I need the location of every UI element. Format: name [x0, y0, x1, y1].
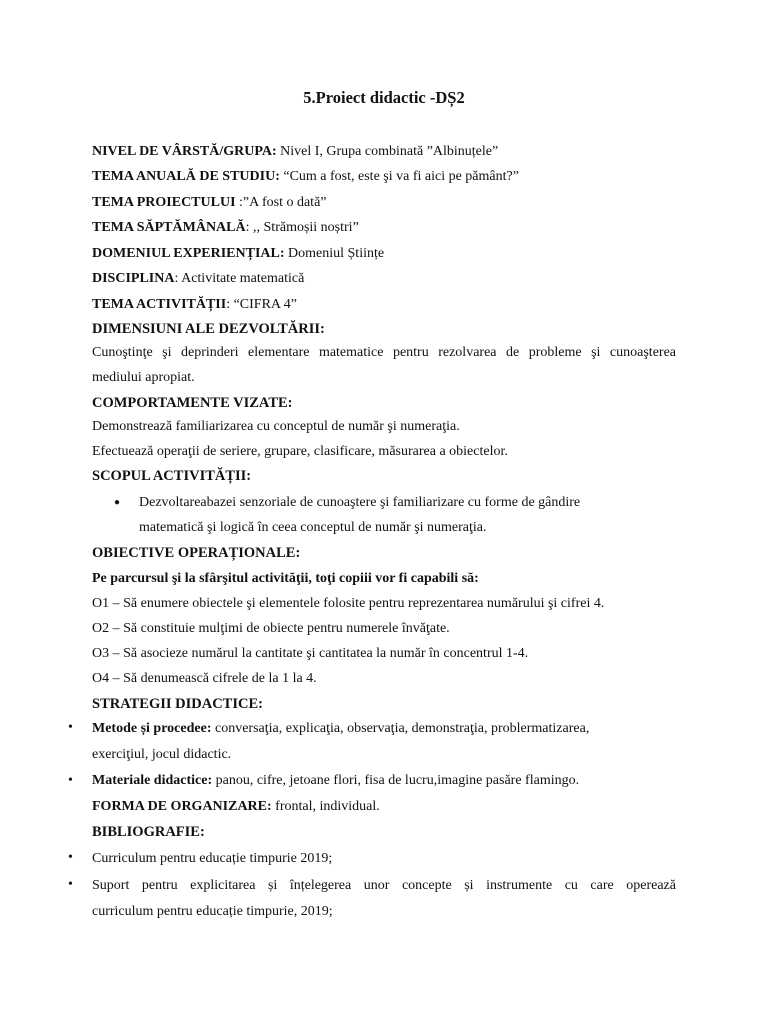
tema-sapt-value: : ,, Strămoșii noștri”: [245, 220, 359, 235]
strategii-heading: STRATEGII DIDACTICE:: [92, 696, 263, 712]
dimensiuni-text-line2: mediului apropiat.: [92, 370, 195, 385]
bibliografie-bullet-2: •: [68, 877, 73, 892]
tema-activitatii-line: [92, 296, 297, 314]
comportamente-text-line1: Demonstrează familiarizarea cu conceptul de număr şi numeraţia.: [92, 419, 460, 434]
materiale-bullet: •: [68, 773, 73, 788]
forma-label: FORMA DE ORGANIZARE:: [92, 799, 272, 814]
bibliografie-bullet-1: •: [68, 850, 73, 865]
tema-proiect-value: :”A fost o dată”: [235, 195, 327, 210]
bibliografie-heading: BIBLIOGRAFIE:: [92, 824, 205, 840]
tema-sapt-label: TEMA SĂPTĂMÂNALĂ: [92, 220, 246, 235]
dimensiuni-text-line1: Cunoştinţe şi deprinderi elementare matematice pentru rezolvarea de probleme şi cunoaşterea: [92, 345, 676, 360]
obiective-heading: OBIECTIVE OPERAȚIONALE:: [92, 545, 301, 561]
comportamente-text-line2: Efectuează operaţii de seriere, grupare, clasificare, măsurarea a obiectelor.: [92, 444, 508, 459]
objective-o1: O1 – Să enumere obiectele şi elementele folosite pentru reprezentarea numărului şi cifrei 4.: [92, 596, 605, 611]
disciplina-label: DISCIPLINA: [92, 271, 175, 286]
bibliografie-item-2-line1: Suport pentru explicitarea și înțelegerea unor concepte și instrumente cu care operează: [92, 878, 676, 893]
nivel-line: [92, 143, 498, 161]
materiale-value: panou, cifre, jetoane flori, fisa de lucru,imagine pasăre flamingo.: [212, 773, 580, 788]
bibliografie-item-2-line2: curriculum pentru educație timpurie, 2019;: [92, 904, 333, 919]
metode-value: conversaţia, explicaţia, observaţia, demonstraţia, problermatizarea,: [211, 721, 590, 736]
tema-proiect-label: TEMA PROIECTULUI: [92, 195, 236, 210]
page-title: 5.Proiect didactic -DȘ2: [303, 88, 465, 107]
forma-value: frontal, individual.: [271, 799, 380, 814]
comportamente-heading: COMPORTAMENTE VIZATE:: [92, 395, 293, 411]
materiale-label: Materiale didactice:: [92, 773, 213, 788]
domeniul-line: [92, 245, 384, 263]
objective-o3: O3 – Să asocieze numărul la cantitate şi cantitatea la număr în concentrul 1-4.: [92, 646, 529, 661]
bibliografie-item-1: Curriculum pentru educație timpurie 2019;: [92, 851, 333, 866]
scopul-text-line1: Dezvoltareabazei senzoriale de cunoaştere şi familiarizare cu forme de gândire: [139, 495, 581, 510]
disciplina-line: [92, 270, 304, 288]
tema-sapt-line: [92, 219, 359, 237]
objective-o4: O4 – Să denumească cifrele de la 1 la 4.: [92, 671, 317, 686]
metode-line: [92, 720, 589, 738]
metode-label: Metode și procedee:: [92, 721, 212, 736]
obiective-intro: Pe parcursul şi la sfârşitul activităţii, toţi copiii vor fi capabili să:: [92, 571, 479, 586]
dimensiuni-heading: DIMENSIUNI ALE DEZVOLTĂRII:: [92, 321, 325, 337]
objective-o2: O2 – Să constituie mulţimi de obiecte pentru numerele învăţate.: [92, 621, 450, 636]
nivel-label: NIVEL DE VÂRSTĂ/GRUPA:: [92, 144, 277, 159]
domeniul-value: Domeniul Științe: [284, 246, 385, 261]
materiale-line: [92, 772, 579, 790]
tema-activitatii-label: TEMA ACTIVITĂȚII: [92, 297, 227, 312]
tema-proiect-line: [92, 194, 327, 212]
nivel-value: Nivel I, Grupa combinată ”Albinuțele”: [276, 144, 499, 159]
tema-anuala-label: TEMA ANUALĂ DE STUDIU:: [92, 169, 280, 184]
metode-bullet: •: [68, 720, 73, 735]
tema-anuala-line: [92, 168, 519, 186]
metode-line2: exerciţiul, jocul didactic.: [92, 747, 232, 762]
scopul-bullet: ●: [114, 497, 121, 508]
tema-anuala-value: “Cum a fost, este şi va fi aici pe pământ?”: [279, 169, 519, 184]
scopul-text-line2: matematică şi logică în ceea conceptul de număr şi numeraţia.: [139, 520, 487, 535]
domeniul-label: DOMENIUL EXPERIENȚIAL:: [92, 246, 285, 261]
forma-line: [92, 798, 380, 816]
scopul-heading: SCOPUL ACTIVITĂȚII:: [92, 468, 252, 484]
disciplina-value: : Activitate matematică: [174, 271, 305, 286]
tema-activitatii-value: : “CIFRA 4”: [226, 297, 297, 312]
